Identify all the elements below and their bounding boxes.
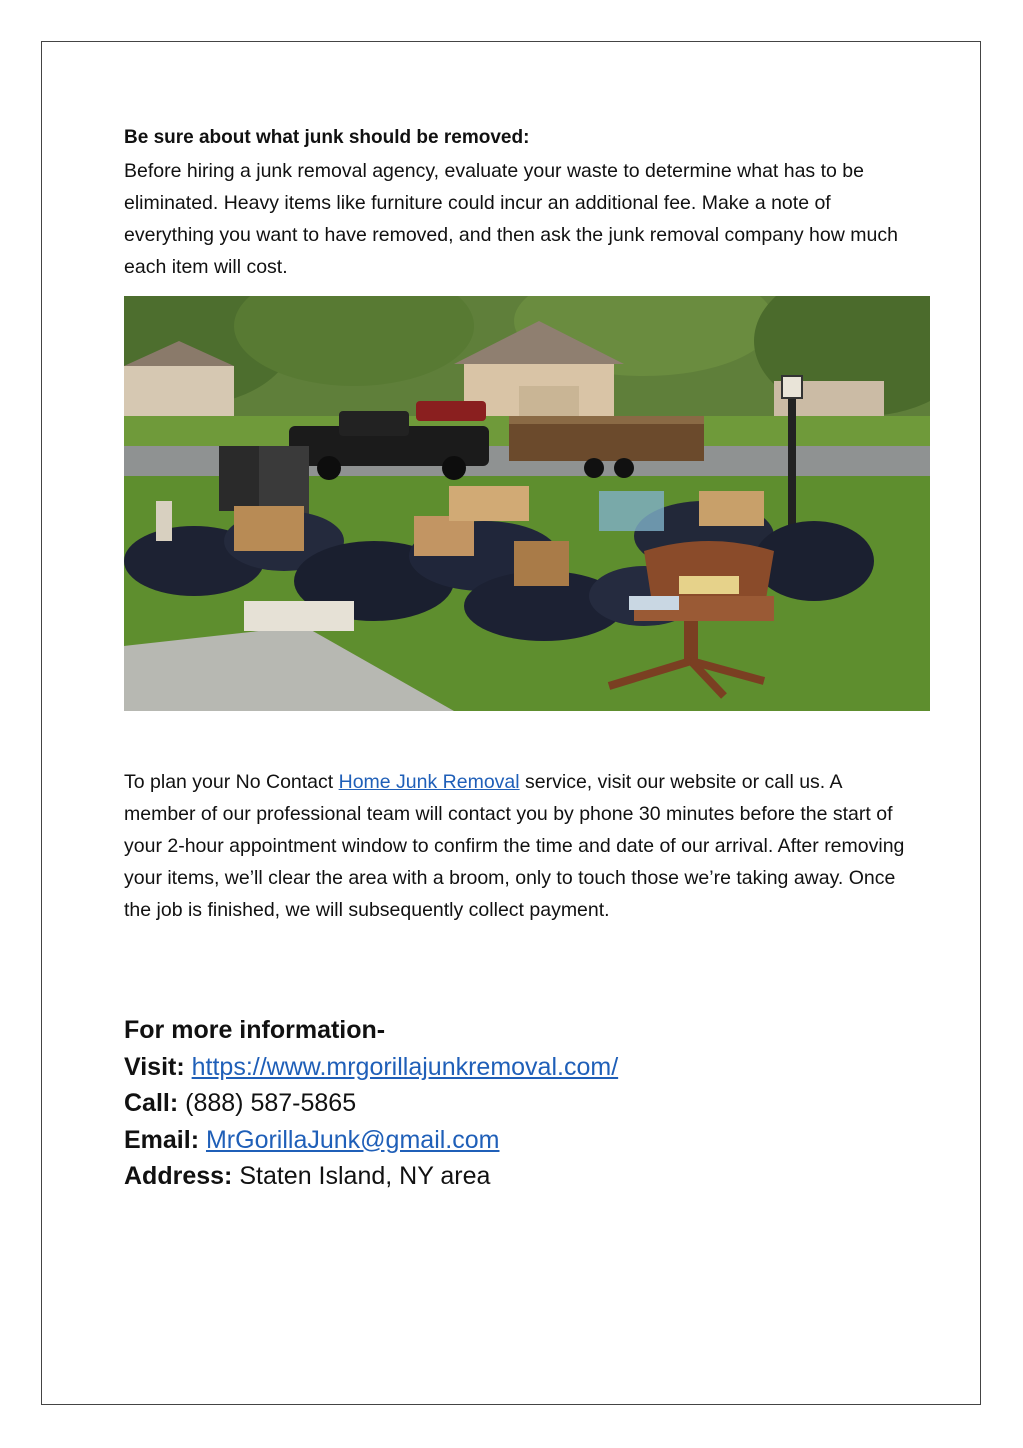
email-line: [124, 1122, 884, 1159]
visit-label: Visit:: [124, 1052, 185, 1081]
call-line: [124, 1085, 884, 1122]
phone-number: (888) 587-5865: [185, 1089, 357, 1117]
address-line: [124, 1158, 884, 1195]
address-label: Address:: [124, 1162, 233, 1190]
contact-block: [124, 1012, 884, 1195]
home-junk-removal-link[interactable]: Home Junk Removal: [338, 771, 520, 793]
address-value: Staten Island, NY area: [239, 1162, 491, 1190]
call-label: Call:: [124, 1089, 179, 1117]
service-text-before-link: To plan your No Contact: [124, 771, 339, 793]
email-link[interactable]: MrGorillaJunk@gmail.com: [205, 1125, 500, 1154]
website-link[interactable]: https://www.mrgorillajunkremoval.com/: [191, 1052, 619, 1081]
contact-title: For more information-: [124, 1016, 386, 1044]
intro-paragraph: Before hiring a junk removal agency, evaluate your waste to determine what has to be eliminated. Heavy items like furniture could incur an additional fee. Make a note of everything you want to have removed, and then ask the junk removal company how much each item will cost.: [124, 160, 898, 278]
visit-line: [124, 1049, 884, 1086]
email-label: Email:: [124, 1125, 200, 1154]
section-heading: Be sure about what junk should be removed:: [124, 127, 530, 148]
junk-pile-photo: [124, 296, 930, 711]
service-text-after-link: service, visit our website or call us. A member of our professional team will contact you by phone 30 minutes before the start of your 2-hour appointment window to confirm the time and date of our arrival. After removing your items, we’ll clear the area with a broom, only to touch those we’re taking away. Once the job is finished, we will subsequently collect payment.: [124, 771, 905, 921]
service-paragraph: [124, 766, 914, 926]
